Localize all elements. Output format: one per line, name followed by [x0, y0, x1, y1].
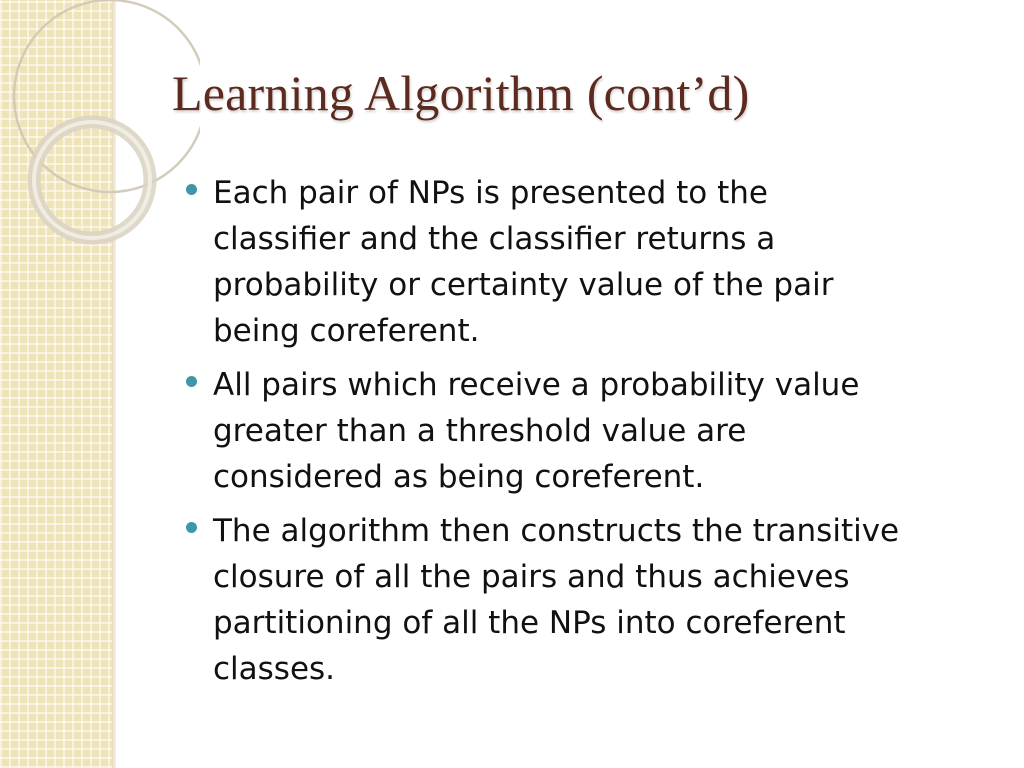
bullet-text: All pairs which receive a probability value greater than a threshold value are considered as being coreferent.	[213, 367, 860, 495]
bullet-item	[186, 170, 996, 354]
bullet-list	[186, 170, 996, 700]
slide-title: Learning Algorithm (cont’d)	[172, 65, 750, 121]
bullet-marker-icon	[186, 184, 197, 195]
bullet-marker-icon	[186, 376, 197, 387]
bullet-item	[186, 508, 996, 692]
bullet-item	[186, 362, 996, 500]
bullet-text: The algorithm then constructs the transitive closure of all the pairs and thus achieves partitioning of all the NPs into coreferent classes.	[213, 513, 900, 687]
bullet-text: Each pair of NPs is presented to the classifier and the classifier returns a probability or certainty value of the pair being coreferent.	[213, 175, 834, 349]
bullet-marker-icon	[186, 522, 197, 533]
decorative-rings	[0, 0, 200, 260]
